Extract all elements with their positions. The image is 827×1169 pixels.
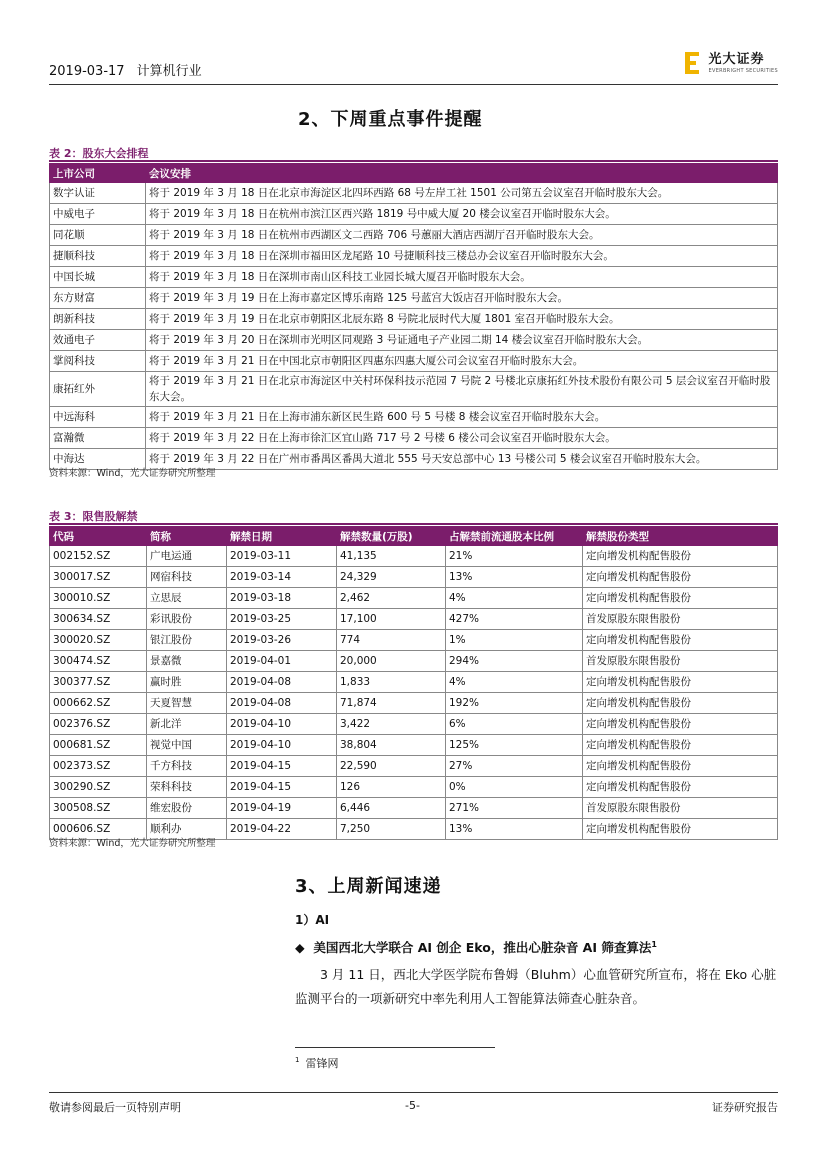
table-cell: 赢时胜 (147, 672, 227, 693)
table-cell: 银江股份 (147, 630, 227, 651)
table-cell: 2019-03-25 (227, 609, 337, 630)
table-cell: 21% (446, 546, 583, 567)
table3-title: 表 3：限售股解禁 (49, 510, 138, 523)
logo-text-en: EVERBRIGHT SECURITIES (708, 68, 778, 74)
column-header: 解禁股份类型 (583, 527, 778, 546)
table-cell: 2019-03-11 (227, 546, 337, 567)
table-row (50, 651, 778, 672)
table-cell: 2019-03-14 (227, 567, 337, 588)
table-cell: 将于 2019 年 3 月 21 日在中国北京市朝阳区四惠东四惠大厦公司会议室召开临时股东大会。 (146, 351, 778, 372)
table-cell: 网宿科技 (147, 567, 227, 588)
table-cell: 中远海科 (50, 407, 146, 428)
table-cell: 将于 2019 年 3 月 18 日在北京市海淀区北四环西路 68 号左岸工社 1501 公司第五会议室召开临时股东大会。 (146, 183, 778, 204)
news-headline-text: 美国西北大学联合 AI 创企 Eko，推出心脏杂音 AI 筛查算法 (313, 940, 652, 955)
column-header: 简称 (147, 527, 227, 546)
table3-source: 资料来源：Wind，光大证券研究所整理 (49, 838, 216, 849)
table-row (50, 246, 778, 267)
table-cell: 将于 2019 年 3 月 18 日在深圳市福田区龙尾路 10 号捷顺科技三楼总办会议室召开临时股东大会。 (146, 246, 778, 267)
table-row (50, 609, 778, 630)
table-cell: 2019-04-15 (227, 756, 337, 777)
footnote (295, 1055, 338, 1071)
footer-disclaimer: 敬请参阅最后一页特别声明 (49, 1101, 181, 1114)
table-cell: 13% (446, 567, 583, 588)
table-cell: 中威电子 (50, 204, 146, 225)
table-row (50, 735, 778, 756)
table-cell: 维宏股份 (147, 798, 227, 819)
table-cell: 中海达 (50, 449, 146, 470)
subsection-title: 1）AI (295, 913, 330, 927)
table-cell: 1% (446, 630, 583, 651)
table-cell: 新北洋 (147, 714, 227, 735)
table-row (50, 407, 778, 428)
footer-divider (49, 1092, 778, 1093)
table-cell: 002373.SZ (50, 756, 147, 777)
table-row (50, 330, 778, 351)
page-number: -5- (405, 1099, 420, 1112)
table-row (50, 630, 778, 651)
table-cell: 中国长城 (50, 267, 146, 288)
column-header: 解禁数量(万股) (337, 527, 446, 546)
table-cell: 捷顺科技 (50, 246, 146, 267)
table-row (50, 225, 778, 246)
table-cell: 125% (446, 735, 583, 756)
table-cell: 定向增发机构配售股份 (583, 714, 778, 735)
table-cell: 000606.SZ (50, 819, 147, 840)
table-cell: 7,250 (337, 819, 446, 840)
table-cell: 将于 2019 年 3 月 18 日在杭州市滨江区西兴路 1819 号中威大厦 20 楼会议室召开临时股东大会。 (146, 204, 778, 225)
table-cell: 2019-04-08 (227, 693, 337, 714)
column-header: 会议安排 (146, 164, 778, 183)
table-cell: 002376.SZ (50, 714, 147, 735)
table-cell: 荣科科技 (147, 777, 227, 798)
table-cell: 定向增发机构配售股份 (583, 819, 778, 840)
table-cell: 300017.SZ (50, 567, 147, 588)
table-cell: 774 (337, 630, 446, 651)
table2-top-rule (49, 160, 778, 162)
news-headline (295, 938, 657, 956)
table-cell: 271% (446, 798, 583, 819)
table-row (50, 372, 778, 407)
table-row (50, 777, 778, 798)
table-cell: 38,804 (337, 735, 446, 756)
footnote-ref[interactable]: 1 (651, 939, 657, 949)
table-cell: 同花顺 (50, 225, 146, 246)
logo-text-cn: 光大证券 (708, 52, 765, 67)
table-row (50, 204, 778, 225)
table-cell: 126 (337, 777, 446, 798)
table-row (50, 309, 778, 330)
table-cell: 24,329 (337, 567, 446, 588)
news-paragraph: 3 月 11 日，西北大学医学院布鲁姆（Bluhm）心血管研究所宣布，将在 Eko 心脏监测平台的一项新研究中率先利用人工智能算法筛查心脏杂音。 (295, 967, 777, 1006)
table-cell: 0% (446, 777, 583, 798)
table-cell: 将于 2019 年 3 月 19 日在上海市嘉定区博乐南路 125 号蓝宫大饭店召开临时股东大会。 (146, 288, 778, 309)
table-cell: 22,590 (337, 756, 446, 777)
table-cell: 将于 2019 年 3 月 20 日在深圳市光明区同观路 3 号证通电子产业园二期 14 楼会议室召开临时股东大会。 (146, 330, 778, 351)
table-cell: 定向增发机构配售股份 (583, 756, 778, 777)
table-cell: 41,135 (337, 546, 446, 567)
table-cell: 2019-04-19 (227, 798, 337, 819)
table-cell: 2019-03-18 (227, 588, 337, 609)
table-cell: 定向增发机构配售股份 (583, 588, 778, 609)
table-cell: 立思辰 (147, 588, 227, 609)
company-logo (685, 52, 778, 74)
table-row (50, 351, 778, 372)
table-cell: 6% (446, 714, 583, 735)
table-cell: 富瀚微 (50, 428, 146, 449)
table-cell: 300010.SZ (50, 588, 147, 609)
table-cell: 数字认证 (50, 183, 146, 204)
table-row (50, 756, 778, 777)
table-cell: 3,422 (337, 714, 446, 735)
header-left (49, 60, 202, 79)
table-cell: 朗新科技 (50, 309, 146, 330)
table-row (50, 714, 778, 735)
table-cell: 300020.SZ (50, 630, 147, 651)
table-cell: 康拓红外 (50, 372, 146, 407)
report-date: 2019-03-17 (49, 64, 125, 79)
table-cell: 定向增发机构配售股份 (583, 546, 778, 567)
table-cell: 掌阅科技 (50, 351, 146, 372)
table-cell: 将于 2019 年 3 月 22 日在上海市徐汇区宜山路 717 号 2 号楼 6 楼公司会议室召开临时股东大会。 (146, 428, 778, 449)
table-row (50, 567, 778, 588)
table-cell: 广电运通 (147, 546, 227, 567)
table-cell: 6,446 (337, 798, 446, 819)
table-cell: 27% (446, 756, 583, 777)
table-row (50, 267, 778, 288)
table-cell: 景嘉微 (147, 651, 227, 672)
table-cell: 定向增发机构配售股份 (583, 567, 778, 588)
table-cell: 300290.SZ (50, 777, 147, 798)
table-cell: 定向增发机构配售股份 (583, 693, 778, 714)
column-header: 上市公司 (50, 164, 146, 183)
table-row (50, 288, 778, 309)
footer-report-type: 证券研究报告 (712, 1101, 778, 1114)
footnote-text: 雷锋网 (305, 1057, 339, 1070)
lockup-expiry-table (49, 526, 778, 840)
table-cell: 将于 2019 年 3 月 19 日在北京市朝阳区北辰东路 8 号院北辰时代大厦 1801 室召开临时股东大会。 (146, 309, 778, 330)
table-cell: 2019-04-08 (227, 672, 337, 693)
table-cell: 20,000 (337, 651, 446, 672)
table-cell: 将于 2019 年 3 月 22 日在广州市番禺区番禺大道北 555 号天安总部中心 13 号楼公司 5 楼会议室召开临时股东大会。 (146, 449, 778, 470)
table-row (50, 693, 778, 714)
table-cell: 300634.SZ (50, 609, 147, 630)
section3-title: 3、上周新闻速递 (295, 876, 442, 897)
page-header (49, 52, 778, 82)
table-cell: 71,874 (337, 693, 446, 714)
table-cell: 将于 2019 年 3 月 21 日在北京市海淀区中关村环保科技示范园 7 号院 2 号楼北京康拓红外技术股份有限公司 5 层会议室召开临时股东大会。 (146, 372, 778, 407)
table-cell: 将于 2019 年 3 月 18 日在深圳市南山区科技工业园长城大厦召开临时股东大会。 (146, 267, 778, 288)
table-cell: 首发原股东限售股份 (583, 609, 778, 630)
column-header: 占解禁前流通股本比例 (446, 527, 583, 546)
table-cell: 将于 2019 年 3 月 21 日在上海市浦东新区民生路 600 号 5 号楼 8 楼会议室召开临时股东大会。 (146, 407, 778, 428)
diamond-bullet-icon: ◆ (295, 940, 305, 955)
table-cell: 2019-03-26 (227, 630, 337, 651)
table3-top-rule (49, 523, 778, 525)
table-cell: 顺利办 (147, 819, 227, 840)
table-cell: 192% (446, 693, 583, 714)
table-row (50, 546, 778, 567)
table-cell: 将于 2019 年 3 月 18 日在杭州市西湖区文二西路 706 号蕙丽大酒店西湖厅召开临时股东大会。 (146, 225, 778, 246)
table-cell: 定向增发机构配售股份 (583, 735, 778, 756)
table-cell: 东方财富 (50, 288, 146, 309)
footnote-divider (295, 1047, 495, 1048)
table-cell: 2019-04-10 (227, 714, 337, 735)
table-cell: 天夏智慧 (147, 693, 227, 714)
table-cell: 首发原股东限售股份 (583, 798, 778, 819)
table-cell: 300377.SZ (50, 672, 147, 693)
table-cell: 首发原股东限售股份 (583, 651, 778, 672)
footnote-number: 1 (295, 1056, 300, 1065)
table-cell: 2,462 (337, 588, 446, 609)
table-cell: 千方科技 (147, 756, 227, 777)
header-divider (49, 84, 778, 85)
table-cell: 定向增发机构配售股份 (583, 672, 778, 693)
section2-title: 2、下周重点事件提醒 (298, 109, 483, 130)
column-header: 代码 (50, 527, 147, 546)
table-row (50, 428, 778, 449)
table-row (50, 183, 778, 204)
table-row (50, 672, 778, 693)
table-cell: 17,100 (337, 609, 446, 630)
column-header: 解禁日期 (227, 527, 337, 546)
table-cell: 4% (446, 672, 583, 693)
table-cell: 2019-04-01 (227, 651, 337, 672)
table-cell: 4% (446, 588, 583, 609)
table2-source: 资料来源：Wind，光大证券研究所整理 (49, 468, 216, 479)
table-cell: 002152.SZ (50, 546, 147, 567)
table-cell: 000662.SZ (50, 693, 147, 714)
table-cell: 000681.SZ (50, 735, 147, 756)
table-cell: 13% (446, 819, 583, 840)
table-cell: 彩讯股份 (147, 609, 227, 630)
table-cell: 2019-04-15 (227, 777, 337, 798)
table-cell: 1,833 (337, 672, 446, 693)
table-row (50, 588, 778, 609)
meeting-schedule-table (49, 163, 778, 470)
table-row (50, 798, 778, 819)
table-cell: 视觉中国 (147, 735, 227, 756)
table2-title: 表 2：股东大会排程 (49, 147, 149, 160)
table-cell: 2019-04-10 (227, 735, 337, 756)
table-cell: 2019-04-22 (227, 819, 337, 840)
table-cell: 300474.SZ (50, 651, 147, 672)
table-cell: 300508.SZ (50, 798, 147, 819)
report-category: 计算机行业 (136, 64, 202, 79)
logo-mark-icon (685, 52, 705, 74)
table-cell: 效通电子 (50, 330, 146, 351)
table-cell: 定向增发机构配售股份 (583, 630, 778, 651)
table-cell: 427% (446, 609, 583, 630)
table-cell: 294% (446, 651, 583, 672)
table-cell: 定向增发机构配售股份 (583, 777, 778, 798)
